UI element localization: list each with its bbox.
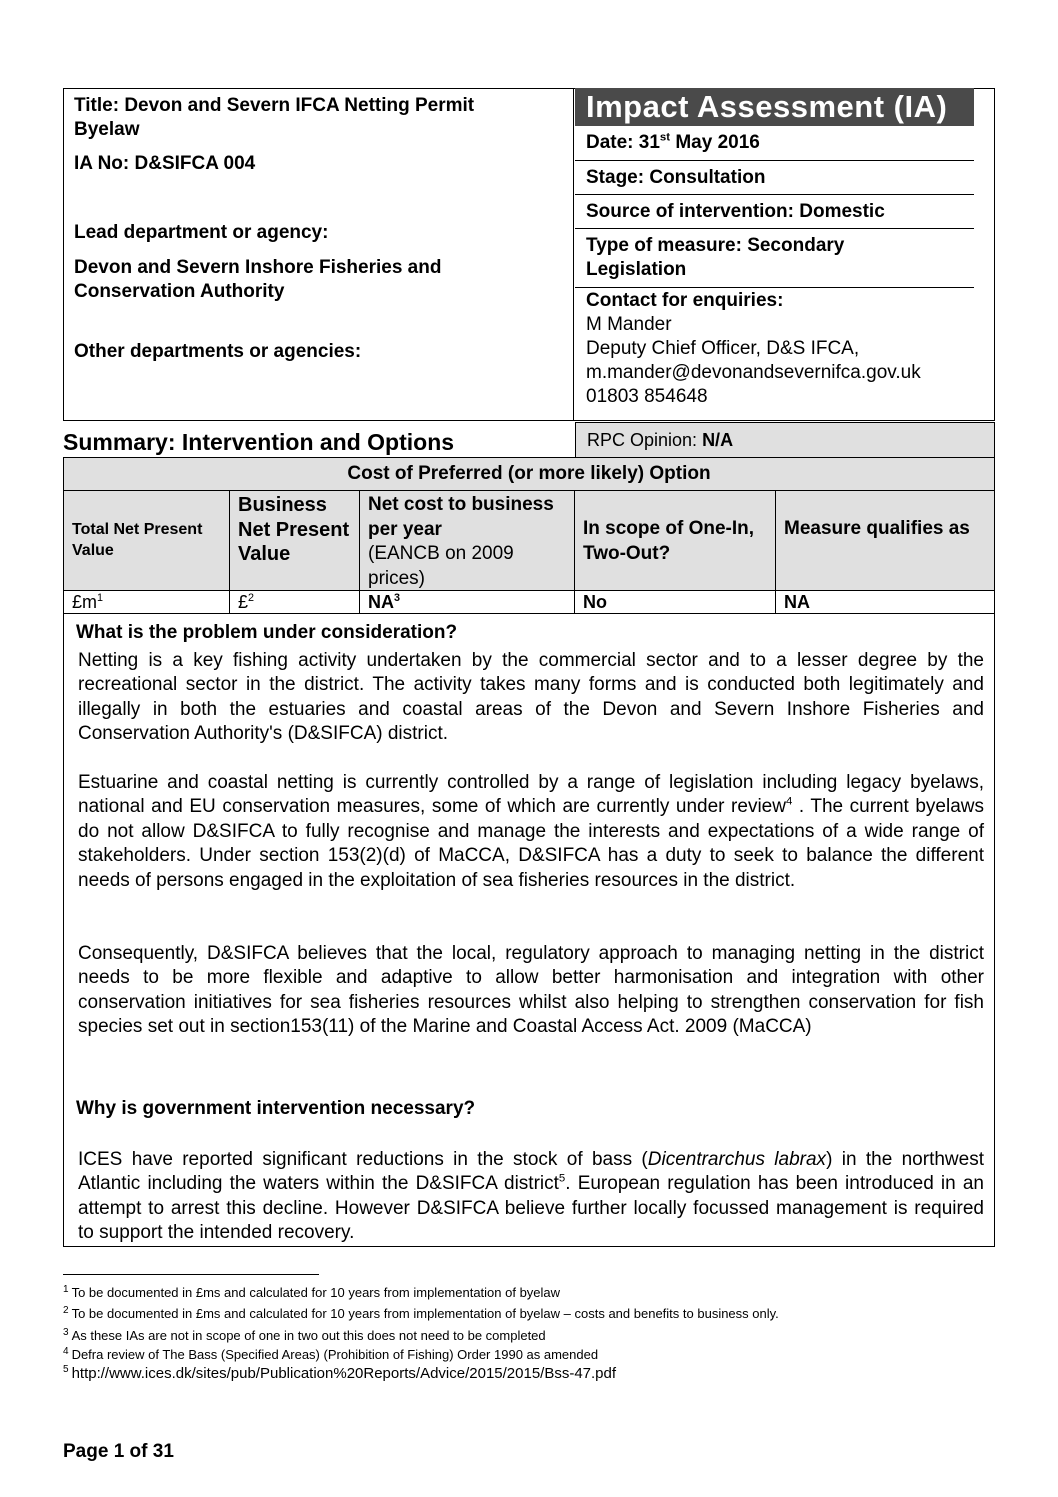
rpc-opinion: [575, 422, 995, 457]
cost-table-title: Cost of Preferred (or more likely) Option: [63, 457, 995, 491]
paragraph-legislation-end: .: [792, 796, 805, 818]
footnote-4-text: Defra review of The Bass (Specified Areas) (Prohibition of Fishing) Order 1990 as amended: [71, 1347, 599, 1362]
ia-title-text: Title: Devon and Severn IFCA Netting Permit Byelaw: [74, 95, 475, 140]
value-measure-qualifies: NA: [776, 591, 995, 614]
footnote-divider: [63, 1274, 319, 1275]
problem-section: [63, 614, 995, 1247]
source-field: Source of intervention: Domestic: [575, 195, 974, 229]
contact-role: Deputy Chief Officer, D&S IFCA,: [586, 338, 860, 359]
footnote-ref-1: 1: [97, 592, 104, 604]
page-number: Page 1 of 31: [63, 1441, 174, 1462]
question-intervention: Why is government intervention necessary?: [76, 1098, 476, 1119]
footnote-5-link[interactable]: http://www.ices.dk/sites/pub/Publication%20Reports/Advice/2015/2015/Bss-47.pdf: [71, 1365, 617, 1382]
footnote-ref-4: 4: [785, 796, 793, 809]
paragraph-ices-mid: ) in the northwest Atlantic including the waters within the D&SIFCA district: [78, 1149, 984, 1195]
footnote-1-text: To be documented in £ms and calculated for 10 years from implementation of byelaw: [71, 1285, 561, 1300]
paragraph-legislation-text: Estuarine and coastal netting is currently controlled by a range of legislation including legacy byelaws, national and EU conservation measures, some of which are currently under review: [78, 772, 984, 818]
contact-email[interactable]: m.mander@devonandsevernifca.gov.uk: [586, 362, 921, 383]
footnote-ref-5: 5: [558, 1173, 566, 1186]
value-total-npv-text: £m: [72, 592, 98, 612]
date-superscript: st: [659, 131, 671, 144]
header-left-panel: [63, 88, 574, 421]
footnote-1-number: 1: [63, 1283, 69, 1295]
header-oito-scope: In scope of One-In, Two-Out?: [575, 491, 776, 591]
paragraph-netting: Netting is a key fishing activity undertaken by the commercial sector and to a lesser degree by the recreational sector in the district. The activity takes many forms and is conducted both legitimately and illegally in both the estuaries and coastal areas of the Devon and Severn Inshore Fisheries and Conservation Authority's (D&SIFCA) district.: [78, 650, 984, 745]
footnote-ref-3: 3: [394, 592, 401, 604]
rpc-value: N/A: [702, 430, 734, 450]
ia-number: IA No: D&SIFCA 004: [74, 153, 256, 174]
footnote-2-number: 2: [63, 1304, 69, 1316]
question-problem: What is the problem under consideration?: [76, 622, 458, 643]
header-net-cost: [360, 491, 575, 591]
date-suffix: May 2016: [670, 132, 760, 153]
footnote-1: [63, 1285, 560, 1301]
date-field: [575, 126, 974, 161]
paragraph-legislation: [78, 771, 984, 893]
value-total-npv: [63, 591, 230, 614]
measure-field: Type of measure: Secondary Legislation: [575, 229, 974, 288]
stage-field: Stage: Consultation: [575, 161, 974, 195]
date-prefix: Date: 31: [586, 132, 660, 153]
value-business-npv-text: £: [238, 592, 249, 612]
paragraph-ices: [78, 1148, 984, 1246]
header-total-npv: Total Net Present Value: [63, 491, 230, 591]
lead-department-label: Lead department or agency:: [74, 222, 329, 243]
header-business-npv: Business Net Present Value: [230, 491, 360, 591]
value-net-cost: [360, 591, 575, 614]
species-name: Dicentrarchus labrax: [647, 1149, 827, 1170]
header-net-cost-main: Net cost to business per year: [368, 494, 554, 540]
paragraph-byelaws: The current byelaws do not allow D&SIFCA to fully recognise and manage the interests and expectations of a wide range of stakeholders. Under section 153(2)(d) of MaCCA, D&SIFCA has a duty to seek to balance the different needs of persons engaged in the exploitation of sea fisheries resources in the district.: [78, 796, 984, 891]
footnote-ref-2: 2: [248, 592, 255, 604]
footnote-4: [63, 1347, 598, 1363]
contact-block: [586, 289, 986, 409]
footnote-5-number: 5: [63, 1364, 69, 1375]
contact-phone: 01803 854648: [586, 386, 708, 407]
footnote-5[interactable]: [63, 1366, 616, 1382]
value-business-npv: [230, 591, 360, 614]
impact-assessment-heading: Impact Assessment (IA): [575, 88, 974, 126]
paragraph-consequently: Consequently, D&SIFCA believes that the local, regulatory approach to managing netting in the district needs to be more flexible and adaptive to allow better harmonisation and integration with other conservation initiatives for sea fisheries resources whilst also helping to strengthen conservation for fish species set out in section153(11) of the Marine and Coastal Access Act. 2009 (MaCCA): [78, 943, 984, 1038]
contact-name: M Mander: [586, 314, 672, 335]
footnote-3-text: As these IAs are not in scope of one in two out this does not need to be completed: [71, 1328, 546, 1343]
lead-department-value: Devon and Severn Inshore Fisheries and Conservation Authority: [74, 257, 442, 302]
footnote-2-text: To be documented in £ms and calculated for 10 years from implementation of byelaw – costs and benefits to business only.: [71, 1306, 779, 1321]
footnote-3-number: 3: [63, 1326, 69, 1338]
value-oito-scope: No: [575, 591, 776, 614]
header-net-cost-note: (EANCB on 2009 prices): [368, 543, 514, 589]
header-measure-qualifies: Measure qualifies as: [776, 491, 995, 591]
footnote-3: [63, 1328, 546, 1344]
footnote-2: [63, 1306, 779, 1322]
contact-label: Contact for enquiries:: [586, 290, 784, 311]
rpc-label: RPC Opinion:: [587, 430, 703, 450]
summary-heading: Summary: Intervention and Options: [63, 429, 455, 455]
other-departments-label: Other departments or agencies:: [74, 341, 362, 362]
footnote-4-number: 4: [63, 1345, 69, 1357]
paragraph-ices-end: . European regulation has been introduced in an attempt to arrest this decline. However D&SIFCA believe further locally focussed management is required to support the intended recovery.: [78, 1173, 985, 1244]
value-net-cost-text: NA: [368, 592, 394, 612]
paragraph-ices-start: ICES have reported significant reductions in the stock of bass (: [78, 1149, 648, 1170]
